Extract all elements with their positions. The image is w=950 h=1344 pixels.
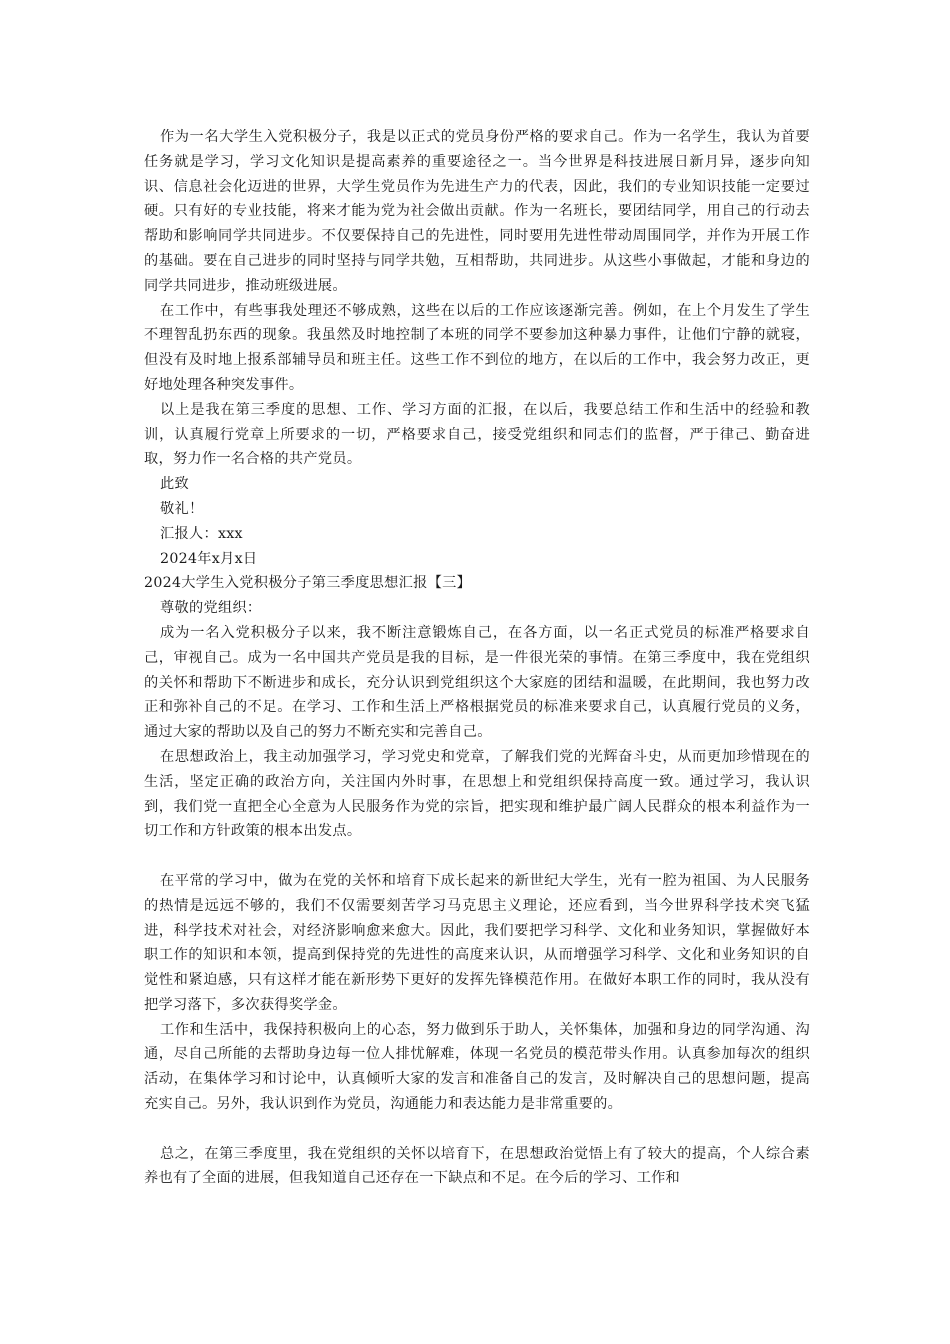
body-paragraph: 在平常的学习中，做为在党的关怀和培育下成长起来的新世纪大学生，光有一腔为祖国、为人民服务的热情是远远不够的，我们不仅需要刻苦学习马克思主义理论，还应看到，当今世界科学技术突飞猛进，科学技术对社会，对经济影响愈来愈大。因此，我们要把学习科学、文化和业务知识，掌握做好本职工作的知识和本领，提高到保持党的先进性的高度来认识，从而增强学习科学、文化和业务知识的自觉性和紧迫感，只有这样才能在新形势下更好的发挥先锋模范作用。在做好本职工作的同时，我从没有把学习落下，多次获得奖学金。 <box>144 872 810 1013</box>
body-paragraph: 工作和生活中，我保持积极向上的心态，努力做到乐于助人，关怀集体，加强和身边的同学沟通、沟通，尽自己所能的去帮助身边每一位人排忧解难，体现一名党员的模范带头作用。认真参加每次的组织活动，在集体学习和讨论中，认真倾听大家的发言和准备自己的发言，及时解决自己的思想问题，提高充实自己。另外，我认识到作为党员，沟通能力和表达能力是非常重要的。 <box>144 1021 810 1113</box>
paragraph-gap <box>144 1117 810 1142</box>
body-paragraph: 以上是我在第三季度的思想、工作、学习方面的汇报，在以后，我要总结工作和生活中的经验和教训，认真履行党章上所要求的一切，严格要求自己，接受党组织和同志们的监督，严于律己、勤奋进取，努力作一名合格的共产党员。 <box>144 401 810 468</box>
salutation-line: 尊敬的党组织： <box>160 600 262 617</box>
salute-line: 敬礼！ <box>160 500 204 517</box>
paragraph-gap <box>144 844 810 869</box>
closing-line: 此致 <box>160 476 189 493</box>
body-paragraph: 成为一名入党积极分子以来，我不断注意锻炼自己，在各方面，以一名正式党员的标准严格要求自己，审视自己。成为一名中国共产党员是我的目标，是一件很光荣的事情。在第三季度中，我在党组织的关怀和帮助下不断进步和成长，充分认识到党组织这个大家庭的团结和温暖，在此期间，我也努力改正和弥补自己的不足。在学习、工作和生活上严格根据党员的标准来要求自己，认真履行党员的义务，通过大家的帮助以及自己的努力不断充实和完善自己。 <box>144 624 810 741</box>
section-title: 2024大学生入党积极分子第三季度思想汇报【三】 <box>144 575 472 592</box>
body-paragraph: 在工作中，有些事我处理还不够成熟，这些在以后的工作应该逐渐完善。例如，在上个月发生了学生不理智乱扔东西的现象。我虽然及时地控制了本班的同学不要参加这种暴力事件，让他们宁静的就寝，但没有及时地上报系部辅导员和班主任。这些工作不到位的地方，在以后的工作中，我会努力改正，更好地处理各种突发事件。 <box>144 302 810 393</box>
body-paragraph: 总之，在第三季度里，我在党组织的关怀以培育下，在思想政治觉悟上有了较大的提高，个人综合素养也有了全面的进展，但我知道自己还存在一下缺点和不足。在今后的学习、工作和 <box>144 1145 810 1187</box>
date-line: 2024年x月x日 <box>160 550 258 567</box>
body-paragraph: 在思想政治上，我主动加强学习，学习党史和党章，了解我们党的光辉奋斗史，从而更加珍惜现在的生活，坚定正确的政治方向，关注国内外时事，在思想上和党组织保持高度一致。通过学习，我认识到，我们党一直把全心全意为人民服务作为党的宗旨，把实现和维护最广阔人民群众的根本利益作为一切工作和方针政策的根本出发点。 <box>144 748 810 840</box>
reporter-line: 汇报人：xxx <box>160 525 243 542</box>
body-paragraph: 作为一名大学生入党积极分子，我是以正式的党员身份严格的要求自己。作为一名学生，我认为首要任务就是学习，学习文化知识是提高素养的重要途径之一。当今世界是科技进展日新月异，逐步向知识、信息社会化迈进的世界，大学生党员作为先进生产力的代表，因此，我们的专业知识技能一定要过硬。只有好的专业技能，将来才能为党为社会做出贡献。作为一名班长，要团结同学，用自己的行动去帮助和影响同学共同进步。不仅要保持自己的先进性，同时要用先进性带动周围同学，并作为开展工作的基础。要在自己进步的同时坚持与同学共勉，互相帮助，共同进步。从这些小事做起，才能和身边的同学共同进步，推动班级进展。 <box>144 129 810 294</box>
